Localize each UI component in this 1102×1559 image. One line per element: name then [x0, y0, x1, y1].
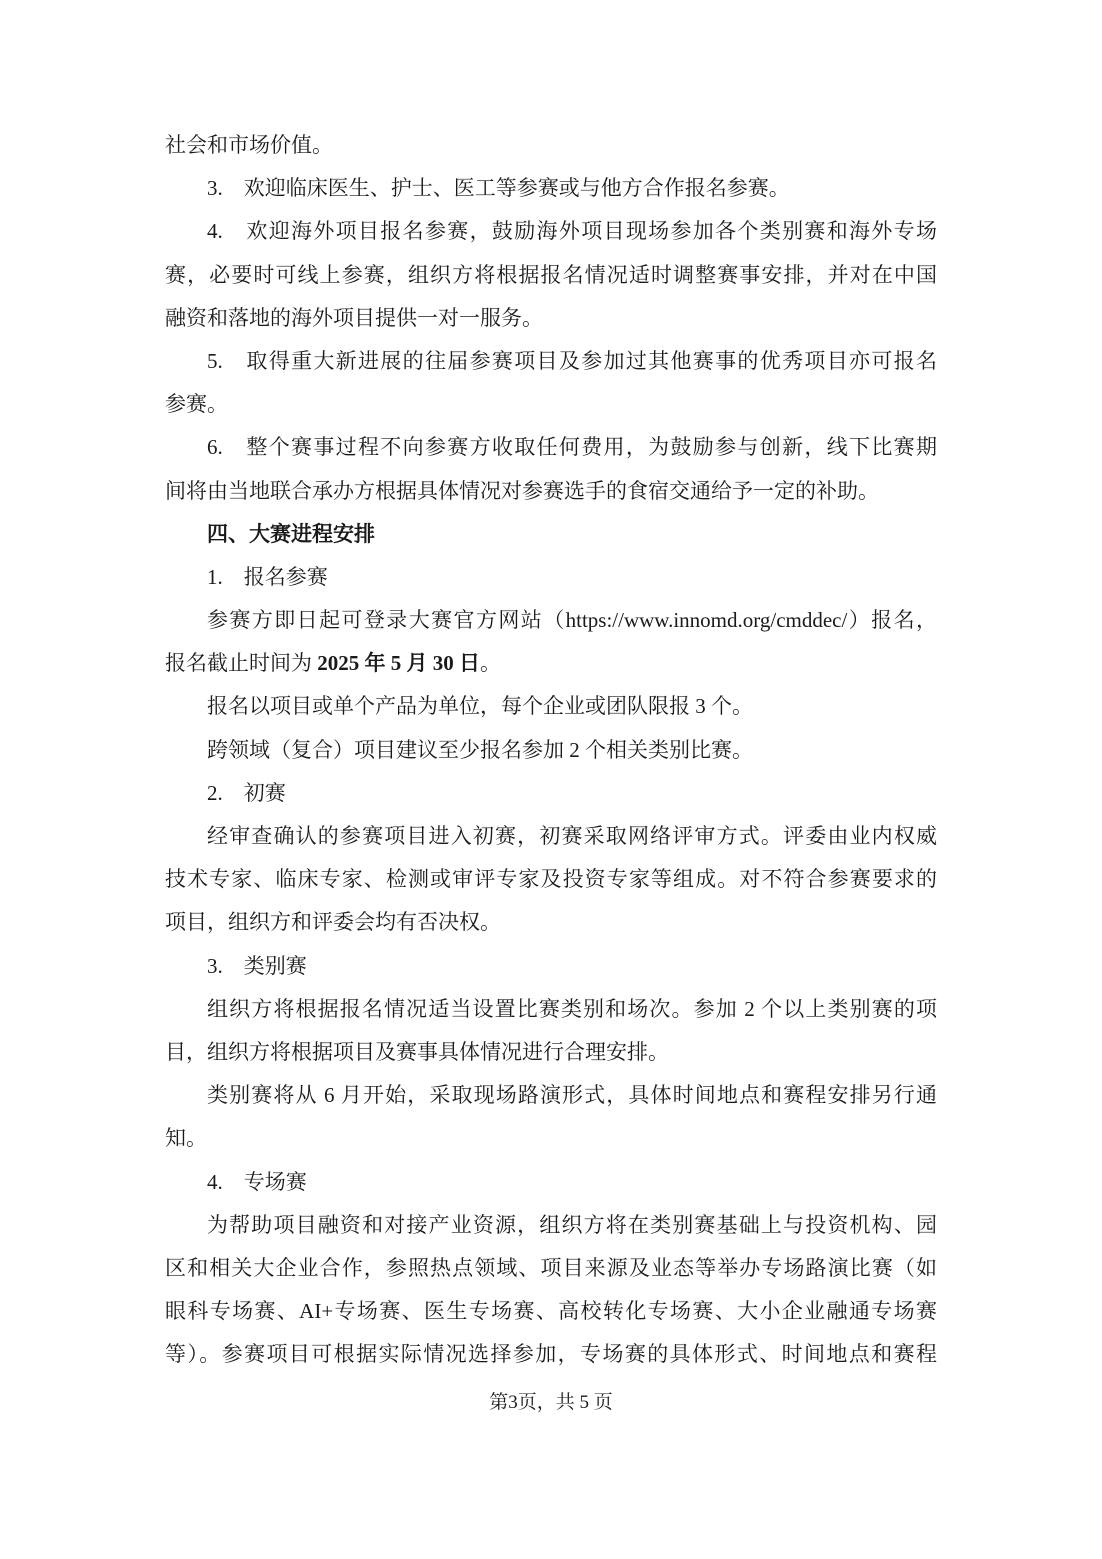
paragraph-line: [165, 729, 937, 772]
text-run: 间将由当地联合承办方根据具体情况对参赛选手的食宿交通给予一定的补助。: [165, 478, 879, 503]
paragraph-line: [165, 599, 937, 642]
paragraph-line: [165, 383, 937, 426]
paragraph-line: [165, 1290, 937, 1333]
text-run: 5. 取得重大新进展的往届参赛项目及参加过其他赛事的优秀项目亦可报名: [207, 348, 937, 373]
text-run: 6. 整个赛事过程不向参赛方收取任何费用，为鼓励参与创新，线下比赛期: [207, 435, 937, 460]
list-item-line: [165, 210, 937, 253]
list-item-line: [165, 1161, 937, 1204]
paragraph-line: [165, 642, 937, 685]
paragraph-line: [165, 988, 937, 1031]
bold-text-run: 四、大赛进程安排: [207, 521, 375, 546]
text-run: 2. 初赛: [207, 780, 286, 805]
paragraph-line: [165, 254, 937, 297]
paragraph-line: [165, 1247, 937, 1290]
paragraph-line: [165, 470, 937, 513]
text-run: 眼科专场赛、AI+专场赛、医生专场赛、高校转化专场赛、大小企业融通专场赛: [165, 1299, 937, 1324]
paragraph-line: [165, 1204, 937, 1247]
text-run: 区和相关大企业合作，参照热点领域、项目来源及业态等举办专场路演比赛（如: [165, 1255, 937, 1280]
text-run: 1. 报名参赛: [207, 564, 328, 589]
paragraph-line: [165, 815, 937, 858]
text-run: 参赛。: [165, 392, 228, 417]
text-run: 经审查确认的参赛项目进入初赛，初赛采取网络评审方式。评委由业内权威: [207, 824, 937, 848]
paragraph-line: [165, 297, 937, 340]
list-item-line: [165, 340, 937, 383]
text-run: 4. 欢迎海外项目报名参赛，鼓励海外项目现场参加各个类别赛和海外专场: [207, 219, 937, 244]
paragraph-line: [165, 1031, 937, 1074]
page-footer: 第3页，共 5 页: [489, 1392, 613, 1413]
text-run: 4. 专场赛: [207, 1169, 307, 1194]
list-item-line: [165, 167, 937, 210]
text-run: 赛，必要时可线上参赛，组织方将根据报名情况适时调整赛事安排，并对在中国: [165, 262, 937, 287]
paragraph-line: [165, 901, 937, 944]
text-run: 等）。参赛项目可根据实际情况选择参加，专场赛的具体形式、时间地点和赛程: [165, 1342, 937, 1367]
text-run: 融资和落地的海外项目提供一对一服务。: [165, 305, 543, 330]
text-run: 目，组织方将根据项目及赛事具体情况进行合理安排。: [165, 1039, 669, 1064]
bold-text-run: 2025 年 5 月 30 日: [317, 651, 480, 676]
paragraph-line: [165, 858, 937, 901]
text-run: 3. 类别赛: [207, 953, 307, 978]
list-item-line: [165, 556, 937, 599]
text-run: 。: [480, 651, 501, 676]
text-run: 跨领域（复合）项目建议至少报名参加 2 个相关类别比赛。: [207, 737, 753, 762]
text-run: 知。: [165, 1126, 207, 1151]
list-item-line: [165, 945, 937, 988]
paragraph-line: [165, 124, 937, 167]
document-body: [165, 124, 937, 1376]
list-item-line: [165, 772, 937, 815]
text-run: 3. 欢迎临床医生、护士、医工等参赛或与他方合作报名参赛。: [207, 176, 790, 201]
text-run: 报名以项目或单个产品为单位，每个企业或团队限报 3 个。: [207, 694, 753, 719]
list-item-line: [165, 426, 937, 469]
text-run: 报名截止时间为: [165, 651, 318, 676]
text-run: 为帮助项目融资和对接产业资源，组织方将在类别赛基础上与投资机构、园: [207, 1212, 937, 1237]
text-run: 项目，组织方和评委会均有否决权。: [165, 910, 501, 935]
paragraph-line: [165, 1117, 937, 1160]
paragraph-line: [165, 1333, 937, 1376]
text-run: 组织方将根据报名情况适当设置比赛类别和场次。参加 2 个以上类别赛的项: [207, 996, 937, 1021]
paragraph-line: [165, 685, 937, 728]
text-run: 类别赛将从 6 月开始，采取现场路演形式，具体时间地点和赛程安排另行通: [207, 1083, 937, 1108]
text-run: 社会和市场价值。: [165, 133, 333, 157]
section-heading: [165, 513, 937, 556]
text-run: 技术专家、临床专家、检测或审评专家及投资专家等组成。对不符合参赛要求的: [165, 867, 937, 892]
text-run: 参赛方即日起可登录大赛官方网站（https://www.innomd.org/cmddec/）报名，: [207, 608, 937, 633]
paragraph-line: [165, 1074, 937, 1117]
